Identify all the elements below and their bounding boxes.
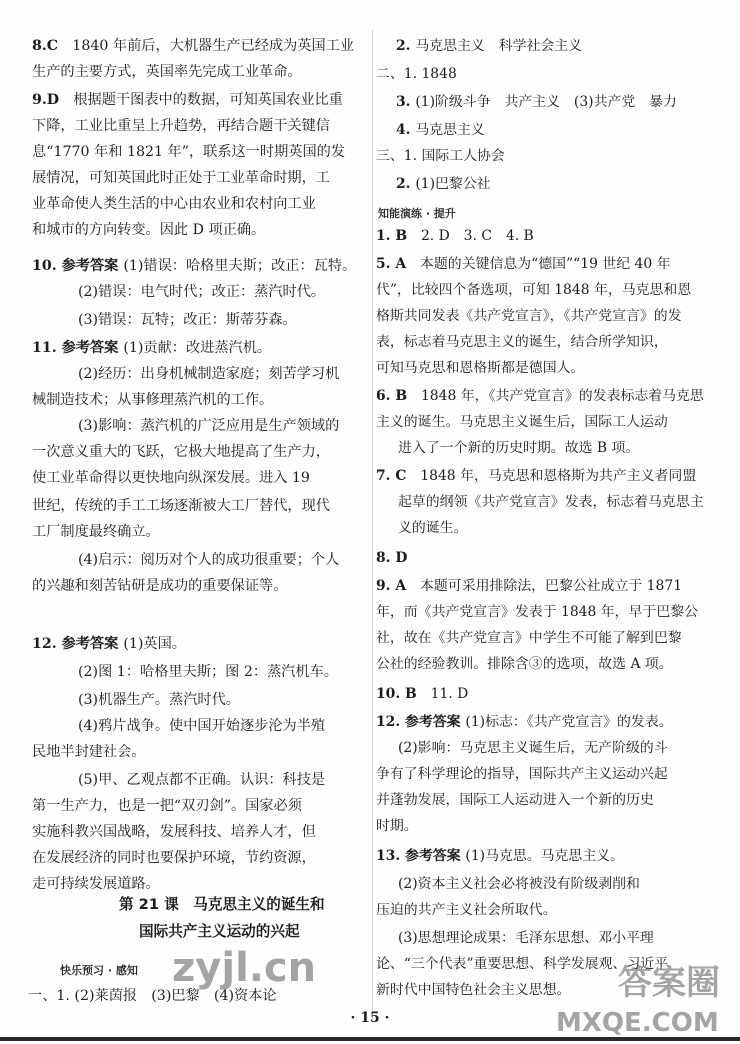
left-line: 生产的主要方式，英国率先完成工业革命。 xyxy=(32,64,302,80)
left-line: (3)影响：蒸汽机的广泛应用是生产领域的 xyxy=(78,418,340,434)
right_tail-line: 争有了科学理论的指导，国际共产主义运动兴起 xyxy=(376,766,668,782)
right-line: 2. (1)巴黎公社 xyxy=(396,176,491,192)
right_tail-line: 新时代中国特色社会主义思想。 xyxy=(376,982,571,998)
left-tail-line: 一、1. (2)莱茵报 (3)巴黎 (4)资本论 xyxy=(28,988,277,1004)
left-line: (2)图 1：哈格里夫斯；图 2：蒸汽机车。 xyxy=(78,664,338,680)
section-tag-practice: 知能演练 · 提升 xyxy=(378,207,456,220)
right-line: 三、1. 国际工人协会 xyxy=(376,148,505,164)
watermark-zyjl: zyjl.cn xyxy=(172,945,317,991)
left-line: (5)甲、乙观点都不正确。认识：科技是 xyxy=(78,772,326,788)
left-line: (4)鸦片战争。使中国开始逐步沦为半殖 xyxy=(78,718,326,734)
page-number: · 15 · xyxy=(350,1010,390,1026)
right_tail-line: 8. D xyxy=(376,550,408,566)
left-line: 使工业革命得以更快地向纵深发展。进入 19 xyxy=(32,470,310,486)
left-line: 实施科教兴国战略，发展科技、培养人才，但 xyxy=(32,824,316,840)
right_tail-line: (3)思想理论成果：毛泽东思想、邓小平理 xyxy=(398,930,654,946)
watermark-mxqe: MXQE.COM xyxy=(556,1008,719,1038)
right-line: 3. (1)阶级斗争 共产主义 (3)共产党 暴力 xyxy=(396,94,677,110)
right_tail-line: 可知马克思和恩格斯都是德国人。 xyxy=(376,360,585,376)
right_tail-line: 进入了一个新的历史时期。故选 B 项。 xyxy=(398,440,640,456)
left-line: 8.C 1840 年前后，大机器生产已经成为英国工业 xyxy=(32,38,355,54)
right_tail-line: 主义的诞生。马克思主义诞生后，国际工人运动 xyxy=(376,414,668,430)
right_tail-line: 10. B 11. D xyxy=(376,686,469,702)
left-line: 走可持续发展道路。 xyxy=(32,876,160,892)
right_tail-line: 表，标志着马克思主义的诞生，结合所学知识， xyxy=(376,334,668,350)
right_tail-line: (2)影响：马克思主义诞生后，无产阶级的斗 xyxy=(398,740,668,756)
left-line: 9.D 根据题干图表中的数据，可知英国农业比重 xyxy=(32,92,343,108)
right_tail-line: 时期。 xyxy=(376,818,418,834)
left-line: 息“1770 年和 1821 年”，联系这一时期英国的发 xyxy=(32,144,346,160)
right_tail-line: 并蓬勃发展，国际工人运动进入一个新的历史 xyxy=(376,792,654,808)
left-line: 业革命使人类生活的中心由农业和农村向工业 xyxy=(32,196,316,212)
right_tail-line: 论、“三个代表”重要思想、科学发展观、习近平 xyxy=(376,956,669,972)
left-line: 一次意义重大的飞跃，它极大地提高了生产力， xyxy=(32,444,330,460)
left-line: 的兴趣和刻苦钻研是成功的重要保证等。 xyxy=(32,578,288,594)
left-line: 第一生产力，也是一把“双刃剑”。国家必须 xyxy=(32,798,302,814)
left-line: 世纪，传统的手工工场逐渐被大工厂替代，现代 xyxy=(32,498,330,514)
right_tail-line: 公社的经验教训。排除含③的选项，故选 A 项。 xyxy=(376,656,673,672)
section-tag-preview: 快乐预习 · 感知 xyxy=(60,964,138,977)
left-line: (2)经历：出身机械制造家庭；刻苦学习机 xyxy=(78,366,340,382)
left-line: 11. 参考答案 (1)贡献：改进蒸汽机。 xyxy=(32,340,272,356)
right_tail-line: (2)资本主义社会必将被没有阶级剥削和 xyxy=(398,876,640,892)
left-line: 工厂制度最终确立。 xyxy=(32,524,160,540)
lesson-title-line-2: 国际共产主义运动的兴起 xyxy=(139,923,300,940)
right_tail-line: 7. C 1848 年，马克思和恩格斯为共产主义者同盟 xyxy=(376,468,697,484)
right_tail-line: 社，故在《共产党宣言》中学生不可能了解到巴黎 xyxy=(376,630,682,646)
right_tail-line: 年，而《共产党宣言》发表于 1848 年，早于巴黎公 xyxy=(376,604,698,620)
right_tail-line: 起草的纲领《共产党宣言》发表，标志着马克思主 xyxy=(398,494,704,510)
right_tail-line: 压迫的共产主义社会所取代。 xyxy=(376,902,557,918)
left-line: 和城市的方向转变。因此 D 项正确。 xyxy=(32,222,266,238)
right_tail-line: 1. B 2. D 3. C 4. B xyxy=(376,228,534,244)
right_tail-line: 13. 参考答案 (1)马克思。马克思主义。 xyxy=(376,848,624,864)
bottom-rule xyxy=(0,1037,740,1041)
right_tail-line: 代”，比较四个备选项，可知 1848 年，马克思和恩 xyxy=(376,282,692,298)
right_tail-line: 6. B 1848 年，《共产党宣言》的发表标志着马克思 xyxy=(376,388,704,404)
right-line: 4. 马克思主义 xyxy=(396,122,485,138)
right_tail-line: 12. 参考答案 (1)标志：《共产党宣言》的发表。 xyxy=(376,714,673,730)
left-line: (2)错误：电气时代；改正：蒸汽时代。 xyxy=(78,284,326,300)
left-line: 10. 参考答案 (1)错误：哈格里夫斯；改正：瓦特。 xyxy=(32,258,357,274)
left-line: (3)错误：瓦特；改正：斯蒂芬森。 xyxy=(78,312,297,328)
left-line: 12. 参考答案 (1)英国。 xyxy=(32,636,186,652)
right_tail-line: 5. A 本题的关键信息为“德国”“19 世纪 40 年 xyxy=(376,256,671,272)
right_tail-line: 义的诞生。 xyxy=(398,520,468,536)
lesson-title-line-1: 第 21 课 马克思主义的诞生和 xyxy=(119,896,325,913)
left-line: (4)启示：阅历对个人的成功很重要；个人 xyxy=(78,552,340,568)
left-line: 下降，工业比重呈上升趋势，再结合题干关键信 xyxy=(32,118,330,134)
left-line: 民地半封建社会。 xyxy=(32,744,146,760)
left-line: 械制造技术；从事修理蒸汽机的工作。 xyxy=(32,392,274,408)
right-line: 二、1. 1848 xyxy=(376,66,457,82)
right_tail-line: 9. A 本题可采用排除法，巴黎公社成立于 1871 xyxy=(376,578,683,594)
right_tail-line: 格斯共同发表《共产党宣言》，《共产党宣言》的发 xyxy=(376,308,682,324)
left-line: 展情况，可知英国此时正处于工业革命时期，工 xyxy=(32,170,330,186)
watermark-daan: 答案圈 xyxy=(618,963,720,1003)
left-line: 在发展经济的同时也要保护环境，节约资源， xyxy=(32,850,316,866)
right-line: 2. 马克思主义 科学社会主义 xyxy=(396,38,583,54)
column-divider xyxy=(372,30,373,1020)
left-line: (3)机器生产。蒸汽时代。 xyxy=(78,692,240,708)
